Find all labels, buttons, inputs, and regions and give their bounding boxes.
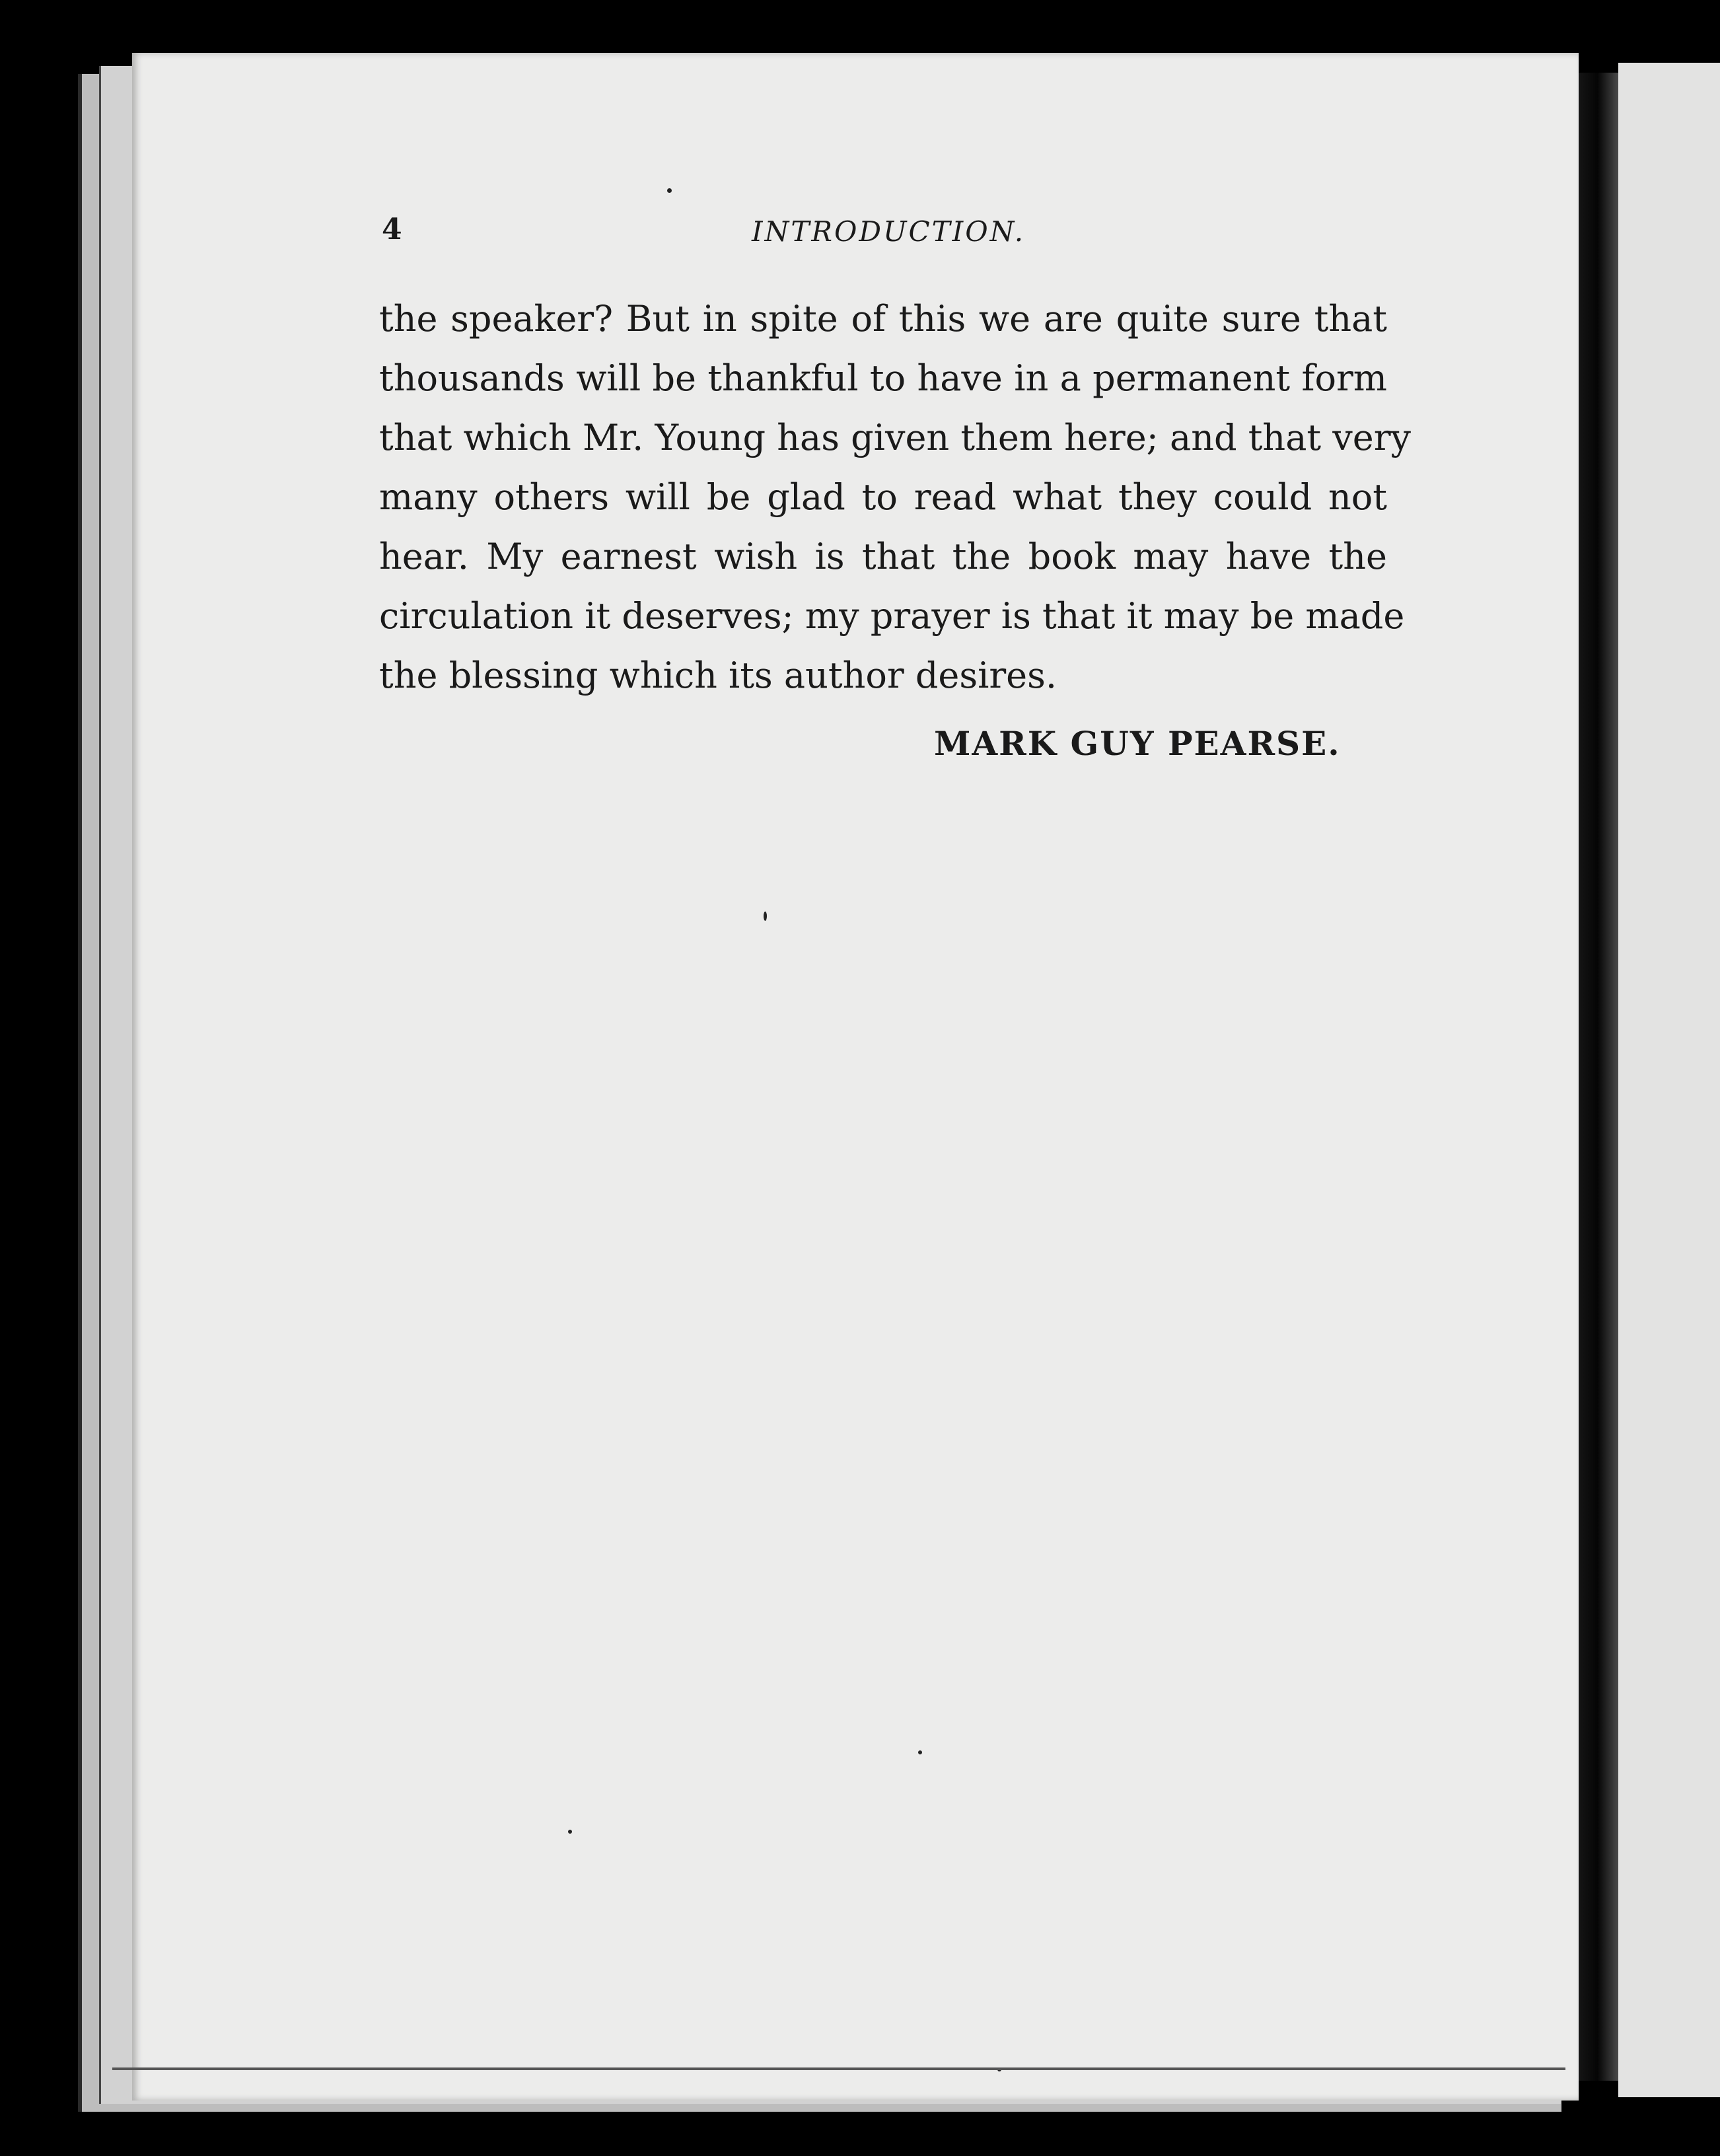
- page-bottom-edge: [112, 2067, 1565, 2070]
- text-line: circulation it deserves; my prayer is that it may be made: [379, 595, 1405, 637]
- running-head-title: INTRODUCTION.: [752, 215, 1026, 248]
- paper-speck: [918, 1750, 922, 1754]
- author-signature: MARK GUY PEARSE.: [934, 724, 1341, 763]
- paper-speck: [568, 1830, 572, 1834]
- text-line: thousands will be thankful to have in a permanent form: [379, 357, 1387, 399]
- paper-speck: [764, 912, 767, 921]
- text-line: hear. My earnest wish is that the book may have the: [379, 536, 1387, 577]
- text-line: many others will be glad to read what they could not: [379, 476, 1387, 518]
- body-paragraph: [379, 289, 1412, 705]
- page-number: 4: [382, 213, 402, 246]
- text-line: the blessing which its author desires.: [379, 655, 1057, 696]
- paper-speck: [667, 188, 672, 193]
- text-line: that which Mr. Young has given them here; and that very: [379, 417, 1412, 458]
- facing-page-strip: [1618, 63, 1720, 2097]
- text-line: the speaker? But in spite of this we are quite sure that: [379, 298, 1387, 340]
